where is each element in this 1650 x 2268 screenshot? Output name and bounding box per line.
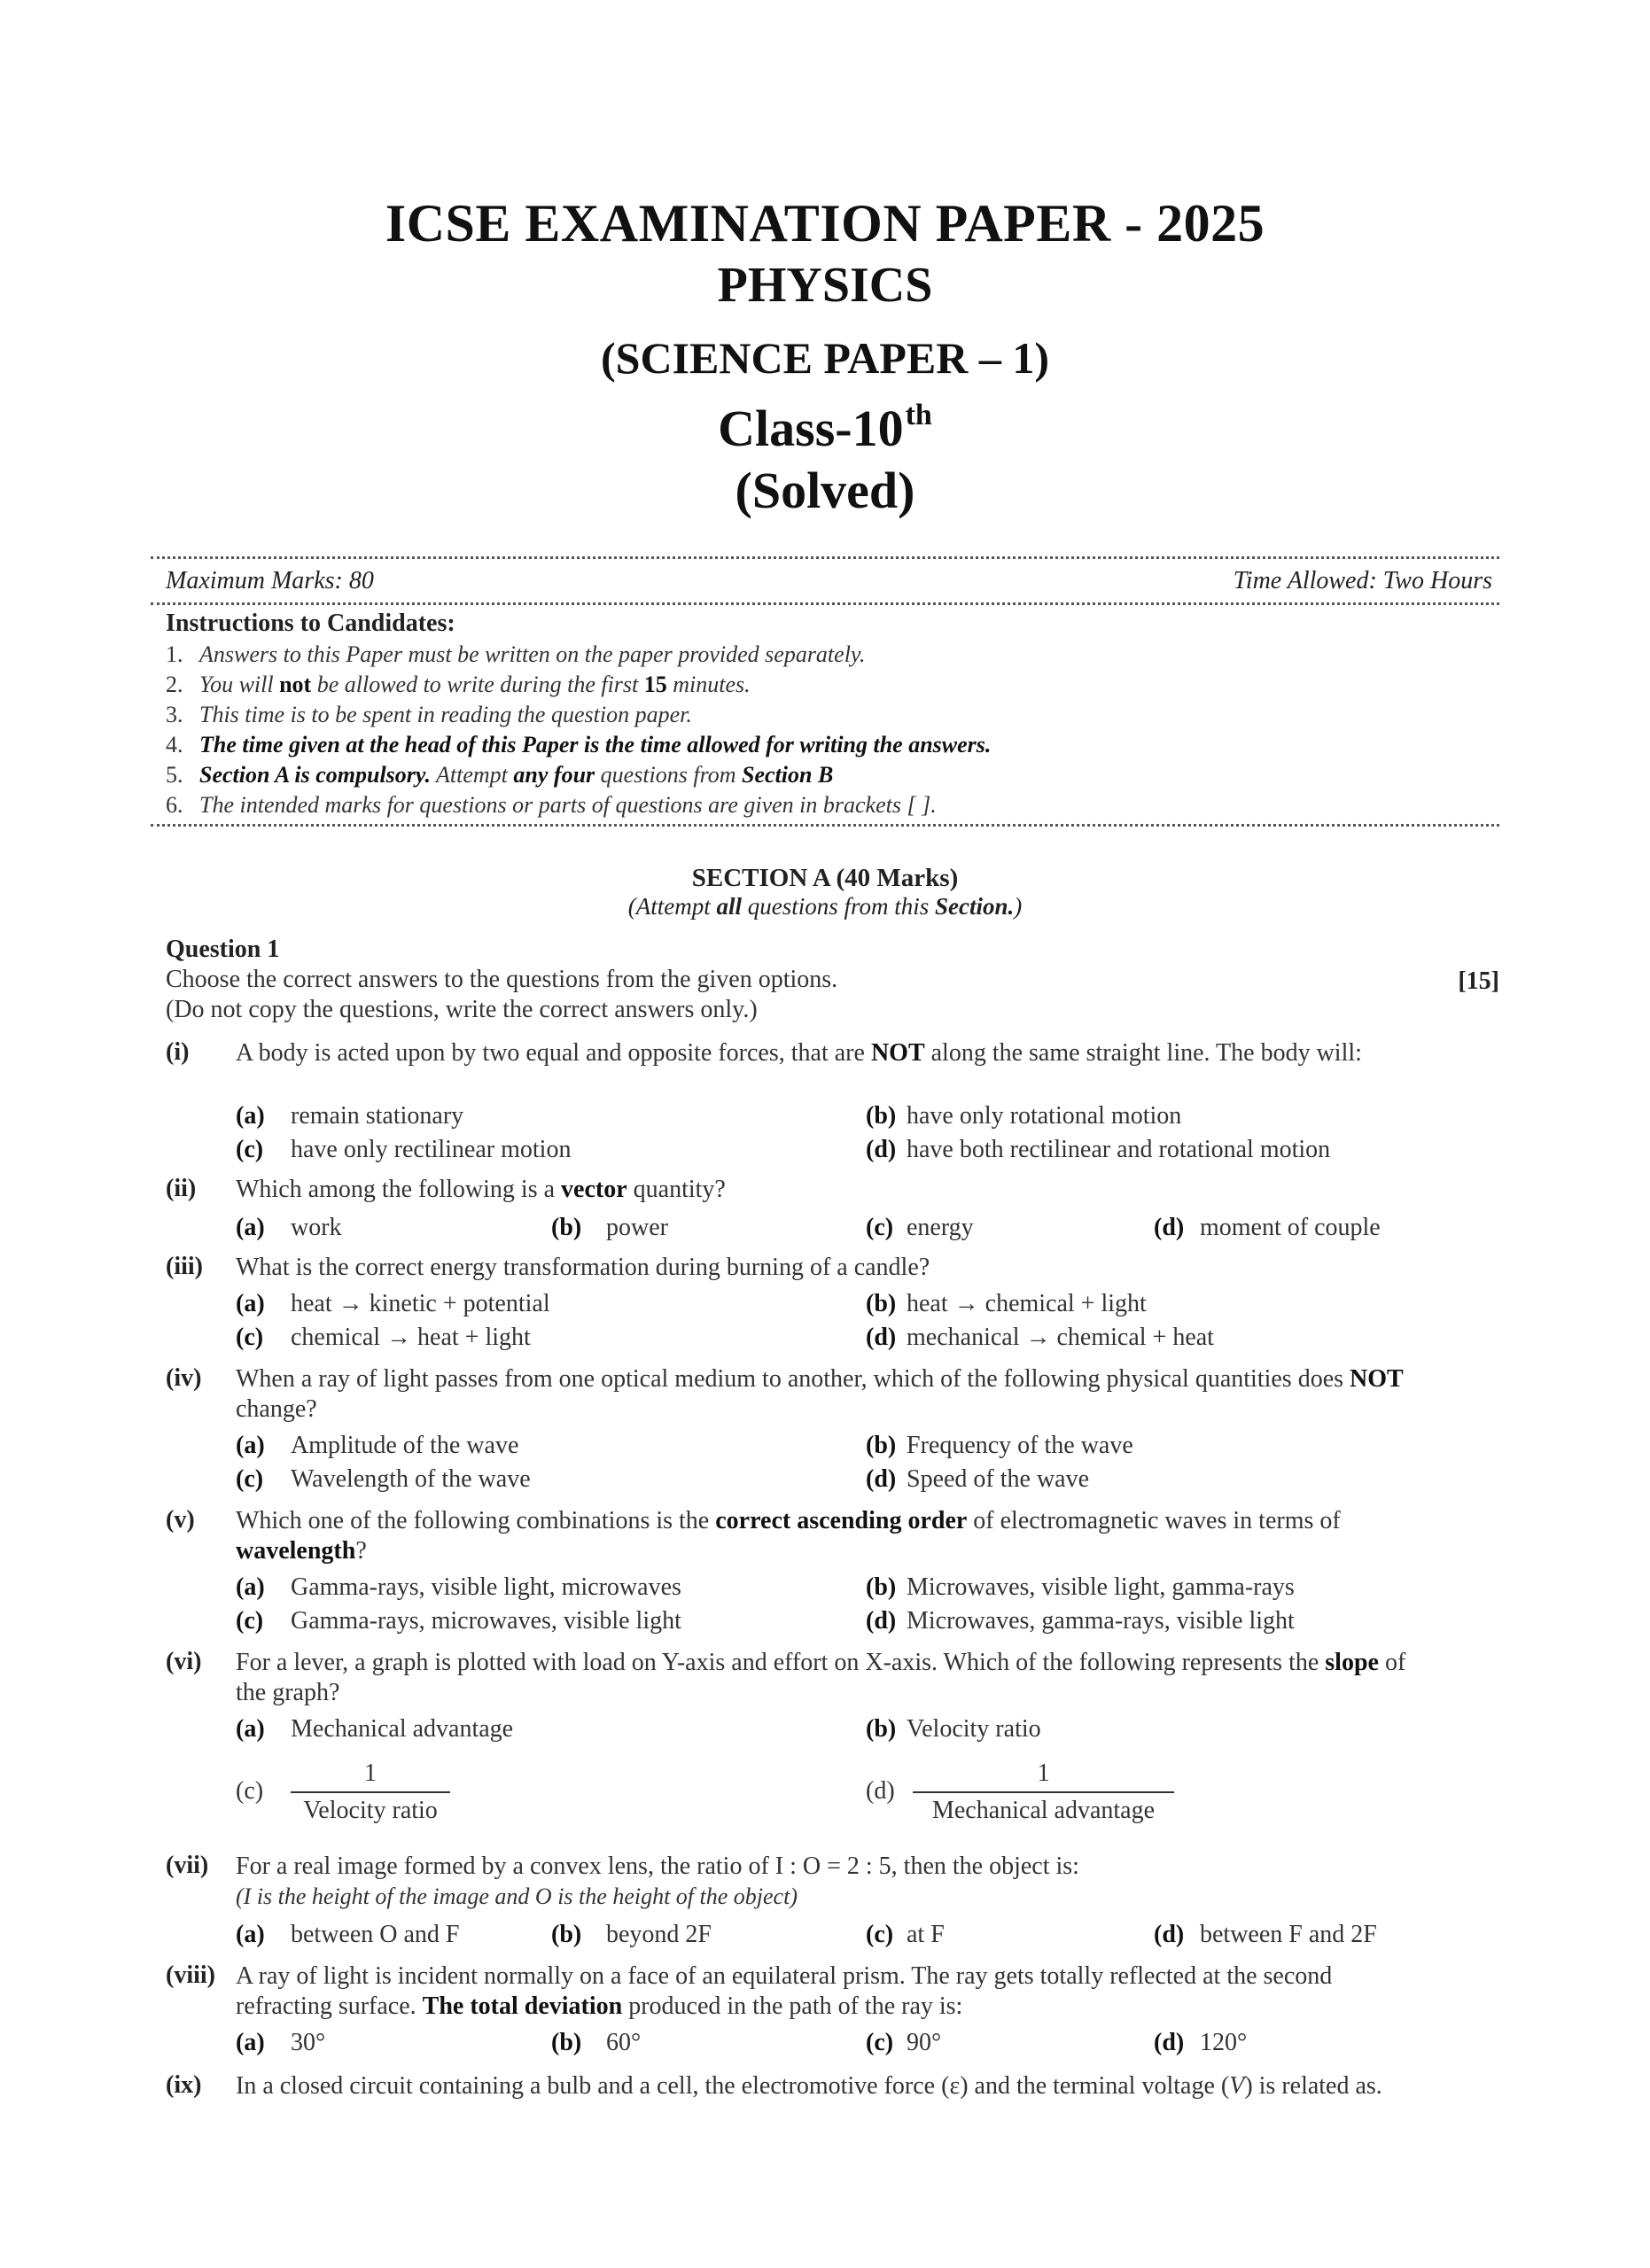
- option-text: Amplitude of the wave: [291, 1432, 519, 1459]
- option: [866, 1715, 1041, 1744]
- instruction-item: [166, 702, 692, 728]
- part-text-segment: of the graph?: [236, 1649, 1406, 1706]
- option: [866, 1136, 1330, 1164]
- option: [551, 1921, 712, 1949]
- option-letter: (b): [866, 1432, 897, 1459]
- part-text-segment: along the same straight line. The body will:: [924, 1039, 1362, 1067]
- option-text: have only rotational motion: [907, 1102, 1182, 1130]
- part-text-segment: ) is related as.: [1244, 2072, 1382, 2100]
- time-allowed: Time Allowed: Two Hours: [1233, 567, 1492, 594]
- option-text: Microwaves, visible light, gamma-rays: [907, 1573, 1295, 1601]
- option-letter: (a): [236, 1102, 265, 1130]
- divider: [151, 824, 1499, 827]
- instruction-text: Attempt: [431, 762, 514, 788]
- option-letter: (a): [236, 2029, 265, 2056]
- fraction-denominator: Mechanical advantage: [913, 1791, 1174, 1825]
- option: [866, 1102, 1181, 1130]
- option-letter: (d): [1154, 2029, 1185, 2056]
- part-text-emphasis: NOT: [870, 1039, 925, 1067]
- option-letter: (a): [236, 1921, 265, 1948]
- option: [236, 1102, 463, 1130]
- part-text-variable: V: [1229, 2072, 1245, 2100]
- option-text: Frequency of the wave: [907, 1432, 1133, 1459]
- instruction-number: 2.: [166, 672, 183, 697]
- option-letter: (a): [236, 1432, 265, 1459]
- section-sub-text: ): [1014, 893, 1023, 920]
- instruction-emphasis: any four: [513, 762, 595, 788]
- option-letter: (a): [236, 1290, 265, 1317]
- instruction-text: Answers to this Paper must be written on the paper provided separately.: [199, 641, 866, 667]
- option: [866, 1214, 974, 1242]
- section-sub-text: (Attempt: [627, 893, 717, 920]
- section-subheading: [0, 893, 1650, 920]
- divider: [151, 602, 1499, 605]
- option: [236, 1136, 571, 1164]
- option-letter: (d): [866, 1607, 897, 1635]
- option-text: have both rectilinear and rotational motion: [907, 1136, 1331, 1163]
- max-marks: Maximum Marks: 80: [166, 567, 374, 594]
- instruction-emphasis: 15: [643, 672, 667, 697]
- option-text: between O and F: [291, 1921, 460, 1948]
- instruction-item: [166, 792, 937, 819]
- part-text-emphasis: NOT: [1350, 1365, 1404, 1393]
- option: [866, 1432, 1133, 1460]
- fraction: [913, 1759, 1174, 1825]
- option-text: 30°: [291, 2029, 326, 2056]
- option-letter: (a): [236, 1214, 265, 1241]
- option-text: chemical → heat + light: [291, 1324, 531, 1351]
- option-text: power: [606, 1214, 668, 1241]
- option-text: Wavelength of the wave: [291, 1465, 531, 1493]
- part-number: (viii): [166, 1961, 215, 1989]
- instruction-text: The time given at the head of this Paper is the time allowed for writing the answers.: [199, 732, 992, 757]
- option-text: Velocity ratio: [907, 1715, 1041, 1743]
- option-text: 120°: [1200, 2029, 1248, 2056]
- class-label: Class-10: [718, 400, 904, 457]
- fraction-numerator: 1: [364, 1759, 377, 1787]
- part-number: (iv): [166, 1364, 202, 1392]
- option: [866, 1324, 1214, 1352]
- option-letter: (c): [236, 1777, 264, 1805]
- option-letter: (d): [866, 1465, 897, 1493]
- option-text: between F and 2F: [1200, 1921, 1377, 1948]
- fraction-numerator: 1: [1037, 1759, 1050, 1787]
- part-number: (ii): [166, 1175, 197, 1202]
- option-letter: (b): [866, 1290, 897, 1317]
- class-superscript: th: [905, 399, 932, 431]
- part-text: [236, 1364, 1414, 1425]
- option-letter: (d): [866, 1324, 897, 1351]
- option-letter: (b): [866, 1102, 897, 1130]
- option: [236, 1324, 531, 1352]
- option: [866, 2029, 941, 2057]
- option-letter: (b): [551, 1214, 582, 1241]
- part-text-emphasis: slope: [1325, 1649, 1379, 1676]
- option-letter: (c): [236, 1324, 264, 1351]
- instruction-emphasis: Section B: [742, 762, 834, 788]
- option-text: have only rectilinear motion: [291, 1136, 572, 1163]
- instruction-emphasis: not: [279, 672, 312, 697]
- instruction-text: minutes.: [666, 672, 751, 697]
- part-number: (vi): [166, 1648, 202, 1675]
- instruction-number: 1.: [166, 641, 183, 667]
- instruction-text: This time is to be spent in reading the question paper.: [199, 702, 692, 727]
- option-letter: (c): [236, 1607, 264, 1635]
- option-text: 60°: [606, 2029, 642, 2056]
- option: [236, 1607, 681, 1635]
- option-text: remain stationary: [291, 1102, 464, 1130]
- part-number: (iii): [166, 1253, 203, 1280]
- option-letter: (b): [866, 1715, 897, 1743]
- part-text-segment: For a lever, a graph is plotted with load on Y-axis and effort on X-axis. Which of the following represents the: [236, 1649, 1326, 1676]
- fraction-denominator: Velocity ratio: [291, 1791, 450, 1825]
- part-text: [236, 1506, 1414, 1566]
- option-letter: (d): [866, 1777, 895, 1805]
- option-text: Gamma-rays, visible light, microwaves: [291, 1573, 681, 1601]
- class-title: [0, 399, 1650, 458]
- part-text-emphasis: correct ascending order: [715, 1507, 968, 1534]
- part-number: (ix): [166, 2071, 202, 2099]
- option-letter: (a): [236, 1573, 265, 1601]
- part-text: [236, 1648, 1414, 1708]
- option: [236, 1214, 342, 1242]
- part-text-segment: Which one of the following combinations is the: [236, 1507, 716, 1534]
- option: [866, 1921, 945, 1949]
- part-number: (v): [166, 1506, 195, 1534]
- part-text-segment: Which among the following is a: [236, 1176, 562, 1203]
- instruction-item: [166, 672, 751, 698]
- option-letter: (c): [866, 2029, 894, 2056]
- option-letter: (d): [866, 1136, 897, 1163]
- option-text: mechanical → chemical + heat: [907, 1324, 1214, 1351]
- option: [1154, 1214, 1381, 1242]
- question-instruction: Choose the correct answers to the questions from the given options.: [166, 966, 838, 993]
- option-text: beyond 2F: [606, 1921, 712, 1948]
- section-sub-text: questions from this: [741, 893, 935, 920]
- option-letter: (c): [866, 1921, 894, 1948]
- option: [236, 1921, 460, 1949]
- part-text-segment: For a real image formed by a convex lens, the ratio of I : O = 2 : 5, then the object is:: [236, 1852, 1079, 1880]
- option: [236, 1715, 513, 1744]
- part-text: [236, 1038, 1414, 1068]
- option-text: Microwaves, gamma-rays, visible light: [907, 1607, 1295, 1635]
- part-text-segment: quantity?: [627, 1176, 726, 1203]
- option-letter: (c): [236, 1465, 264, 1493]
- option-text: Speed of the wave: [907, 1465, 1090, 1493]
- part-text-segment: produced in the path of the ray is:: [622, 1992, 963, 2020]
- option-text: work: [291, 1214, 342, 1241]
- option: [551, 2029, 641, 2057]
- part-number: (vii): [166, 1852, 209, 1879]
- instruction-item: [166, 641, 866, 668]
- option-letter: (b): [866, 1573, 897, 1601]
- option-letter: (a): [236, 1715, 265, 1743]
- option-letter: (d): [1154, 1921, 1185, 1948]
- option-letter: (c): [866, 1214, 894, 1241]
- option: [236, 1432, 518, 1460]
- fraction: [291, 1759, 450, 1825]
- section-heading: SECTION A (40 Marks): [691, 864, 959, 892]
- instruction-text: You will: [199, 672, 280, 697]
- instruction-item: [166, 732, 991, 758]
- option-text: 90°: [907, 2029, 942, 2056]
- part-text: [236, 1175, 1414, 1205]
- instruction-number: 6.: [166, 792, 183, 818]
- paper-subtitle: (SCIENCE PAPER – 1): [600, 333, 1050, 383]
- option: [236, 1290, 550, 1318]
- part-text: [236, 2071, 1414, 2101]
- option: [1154, 2029, 1247, 2057]
- part-text-emphasis: wavelength: [236, 1537, 356, 1565]
- question-heading: Question 1: [166, 936, 280, 963]
- option: [551, 1214, 668, 1242]
- part-text-segment: of electromagnetic waves in terms of: [967, 1507, 1341, 1534]
- subject-title: PHYSICS: [717, 258, 933, 313]
- part-text-segment: A ray of light is incident normally on a face of an equilateral prism. The ray gets totally reflected at the second refracting surface.: [236, 1962, 1333, 2020]
- option: [866, 1573, 1295, 1602]
- part-text: [236, 1852, 1414, 1882]
- part-text-emphasis: The total deviation: [422, 1992, 623, 2020]
- option-text: Mechanical advantage: [291, 1715, 514, 1743]
- option: [236, 2029, 325, 2057]
- option-text: moment of couple: [1200, 1214, 1381, 1241]
- option-text: Gamma-rays, microwaves, visible light: [291, 1607, 681, 1635]
- question-instruction: (Do not copy the questions, write the correct answers only.): [166, 996, 758, 1023]
- part-text-segment: change?: [236, 1395, 317, 1423]
- instruction-number: 3.: [166, 702, 183, 727]
- instruction-text: The intended marks for questions or parts of questions are given in brackets [ ].: [199, 792, 937, 818]
- paper-title: ICSE EXAMINATION PAPER - 2025: [385, 194, 1265, 252]
- part-text: [236, 1253, 1414, 1283]
- option-letter: (d): [1154, 1214, 1185, 1241]
- option-text: heat → kinetic + potential: [291, 1290, 550, 1317]
- option: [866, 1607, 1295, 1635]
- option: [236, 1573, 681, 1602]
- part-text-segment: What is the correct energy transformation during burning of a candle?: [236, 1254, 930, 1281]
- option-letter: (b): [551, 1921, 582, 1948]
- option: [866, 1465, 1089, 1494]
- option-text: heat → chemical + light: [907, 1290, 1147, 1317]
- instruction-text: be allowed to write during the first: [311, 672, 644, 697]
- instruction-number: 4.: [166, 732, 183, 757]
- part-text: [236, 1961, 1414, 2022]
- part-text-segment: A body is acted upon by two equal and opposite forces, that are: [236, 1039, 871, 1067]
- part-text-segment: In a closed circuit containing a bulb and a cell, the electromotive force (ε) and the terminal voltage (: [236, 2072, 1230, 2100]
- part-number: (i): [166, 1038, 190, 1066]
- part-text-emphasis: vector: [561, 1176, 627, 1203]
- solved-label: (Solved): [735, 462, 915, 519]
- option-text: at F: [907, 1921, 945, 1948]
- divider: [151, 556, 1499, 559]
- option: [866, 1290, 1147, 1318]
- question-marks: [15]: [1458, 967, 1499, 995]
- part-text-segment: ?: [355, 1537, 367, 1565]
- section-sub-emphasis: Section.: [935, 893, 1015, 920]
- section-sub-emphasis: all: [716, 893, 742, 920]
- option-letter: (c): [236, 1136, 264, 1163]
- option-text: energy: [907, 1214, 974, 1241]
- instructions-heading: Instructions to Candidates:: [166, 610, 455, 637]
- instruction-item: [166, 762, 833, 788]
- instruction-text: questions from: [595, 762, 743, 788]
- option: [236, 1465, 531, 1494]
- part-note: (I is the height of the image and O is the height of the object): [236, 1884, 798, 1909]
- option: [1154, 1921, 1377, 1949]
- option-letter: (b): [551, 2029, 582, 2056]
- instruction-emphasis: Section A is compulsory.: [199, 762, 431, 788]
- instruction-number: 5.: [166, 762, 183, 788]
- part-text-segment: When a ray of light passes from one optical medium to another, which of the following physical quantities does: [236, 1365, 1350, 1393]
